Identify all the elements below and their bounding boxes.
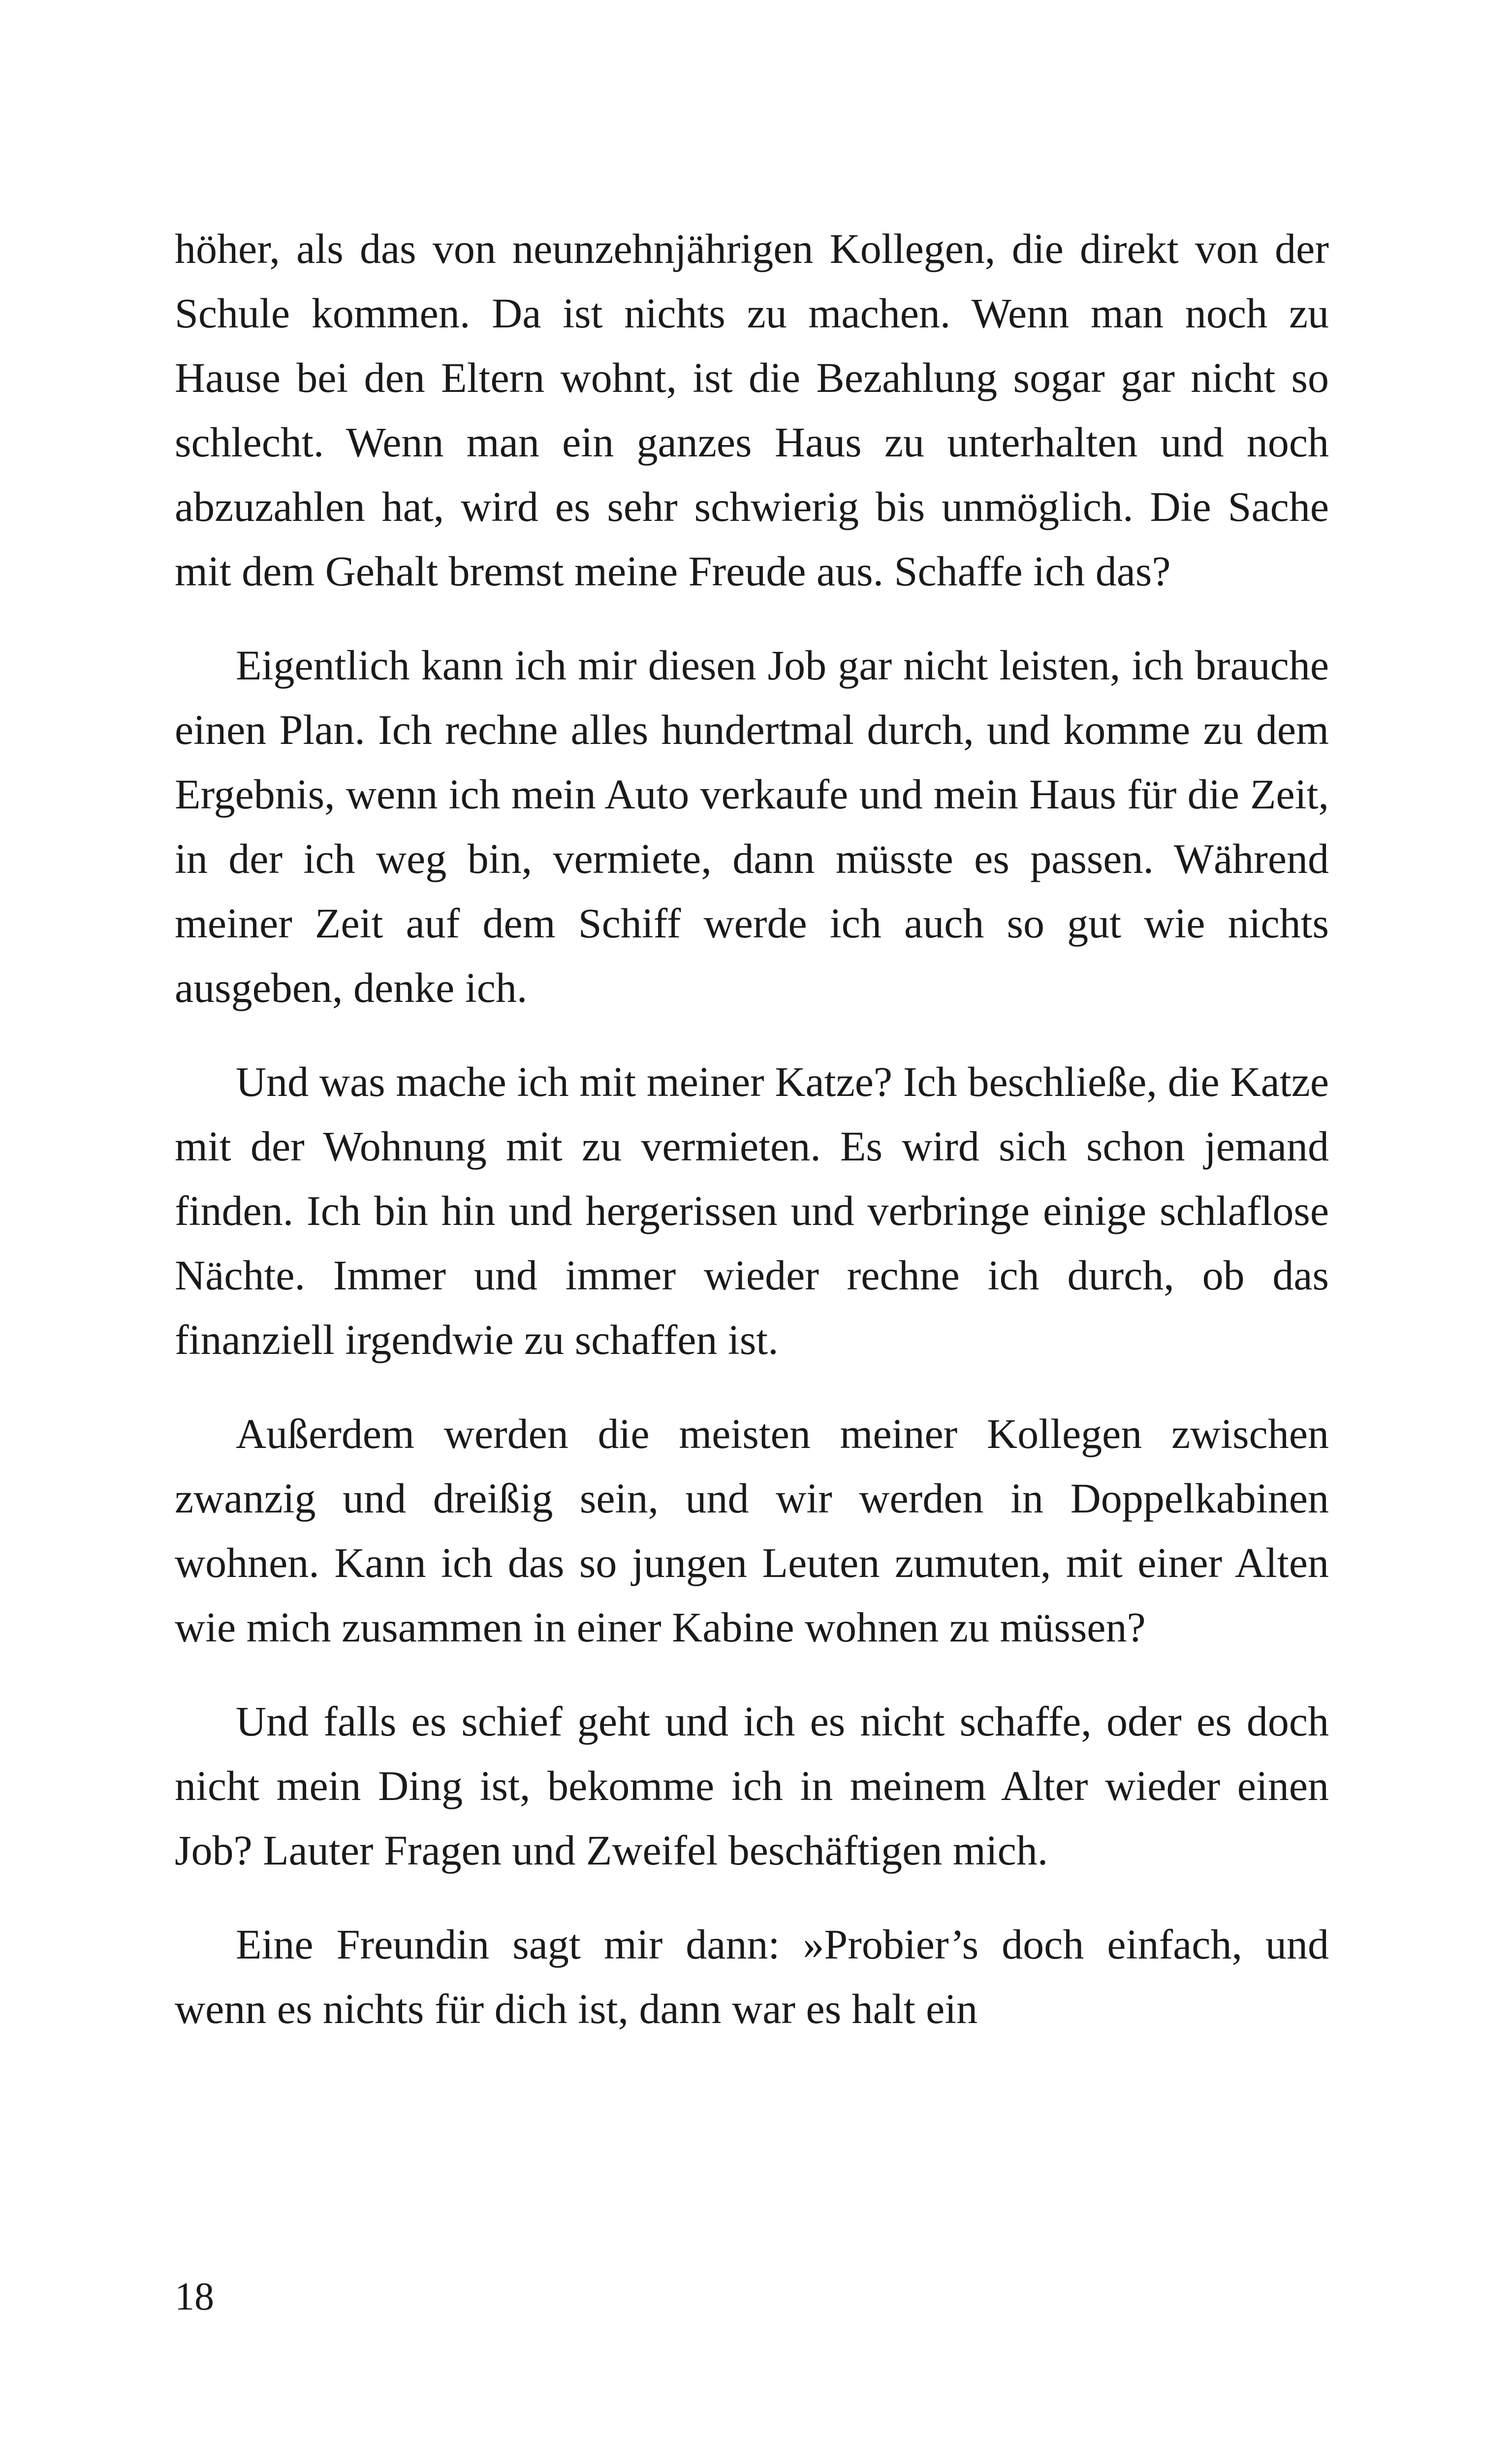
- body-text: [175, 217, 1329, 2041]
- page-number: 18: [175, 2275, 214, 2318]
- paragraph-3: Und was mache ich mit meiner Katze? Ich beschließe, die Katze mit der Wohnung mit zu vermieten. Es wird sich schon jemand finden. Ich bin hin und hergerissen und verbringe einige schlaflose Nächte. Immer und immer wieder rechne ich durch, ob das finanziell irgendwie zu schaffen ist.: [175, 1058, 1329, 1363]
- paragraph-4: Außerdem werden die meisten meiner Kollegen zwischen zwanzig und dreißig sein, und wir werden in Doppelkabinen wohnen. Kann ich das so jungen Leuten zumuten, mit einer Alten wie mich zusammen in einer Kabine wohnen zu müssen?: [175, 1410, 1329, 1651]
- paragraph-5: Und falls es schief geht und ich es nicht schaffe, oder es doch nicht mein Ding ist, bekomme ich in meinem Alter wieder einen Job? Lauter Fragen und Zweifel beschäftigen mich.: [175, 1698, 1329, 1874]
- paragraph-1: höher, als das von neunzehnjährigen Kollegen, die direkt von der Schule kommen. Da ist nichts zu machen. Wenn man noch zu Hause bei den Eltern wohnt, ist die Bezahlung sogar gar nicht so schlecht. Wenn man ein ganzes Haus zu unterhalten und noch abzuzahlen hat, wird es sehr schwierig bis unmöglich. Die Sache mit dem Gehalt bremst meine Freude aus. Schaffe ich das?: [175, 225, 1329, 595]
- paragraph-6: Eine Freundin sagt mir dann: »Probier’s doch einfach, und wenn es nichts für dich ist, dann war es halt ein: [175, 1921, 1329, 2032]
- paragraph-2: Eigentlich kann ich mir diesen Job gar nicht leisten, ich brauche einen Plan. Ich rechne alles hundertmal durch, und komme zu dem Ergebnis, wenn ich mein Auto verkaufe und mein Haus für die Zeit, in der ich weg bin, vermiete, dann müsste es passen. Während meiner Zeit auf dem Schiff werde ich auch so gut wie nichts ausgeben, denke ich.: [175, 642, 1329, 1011]
